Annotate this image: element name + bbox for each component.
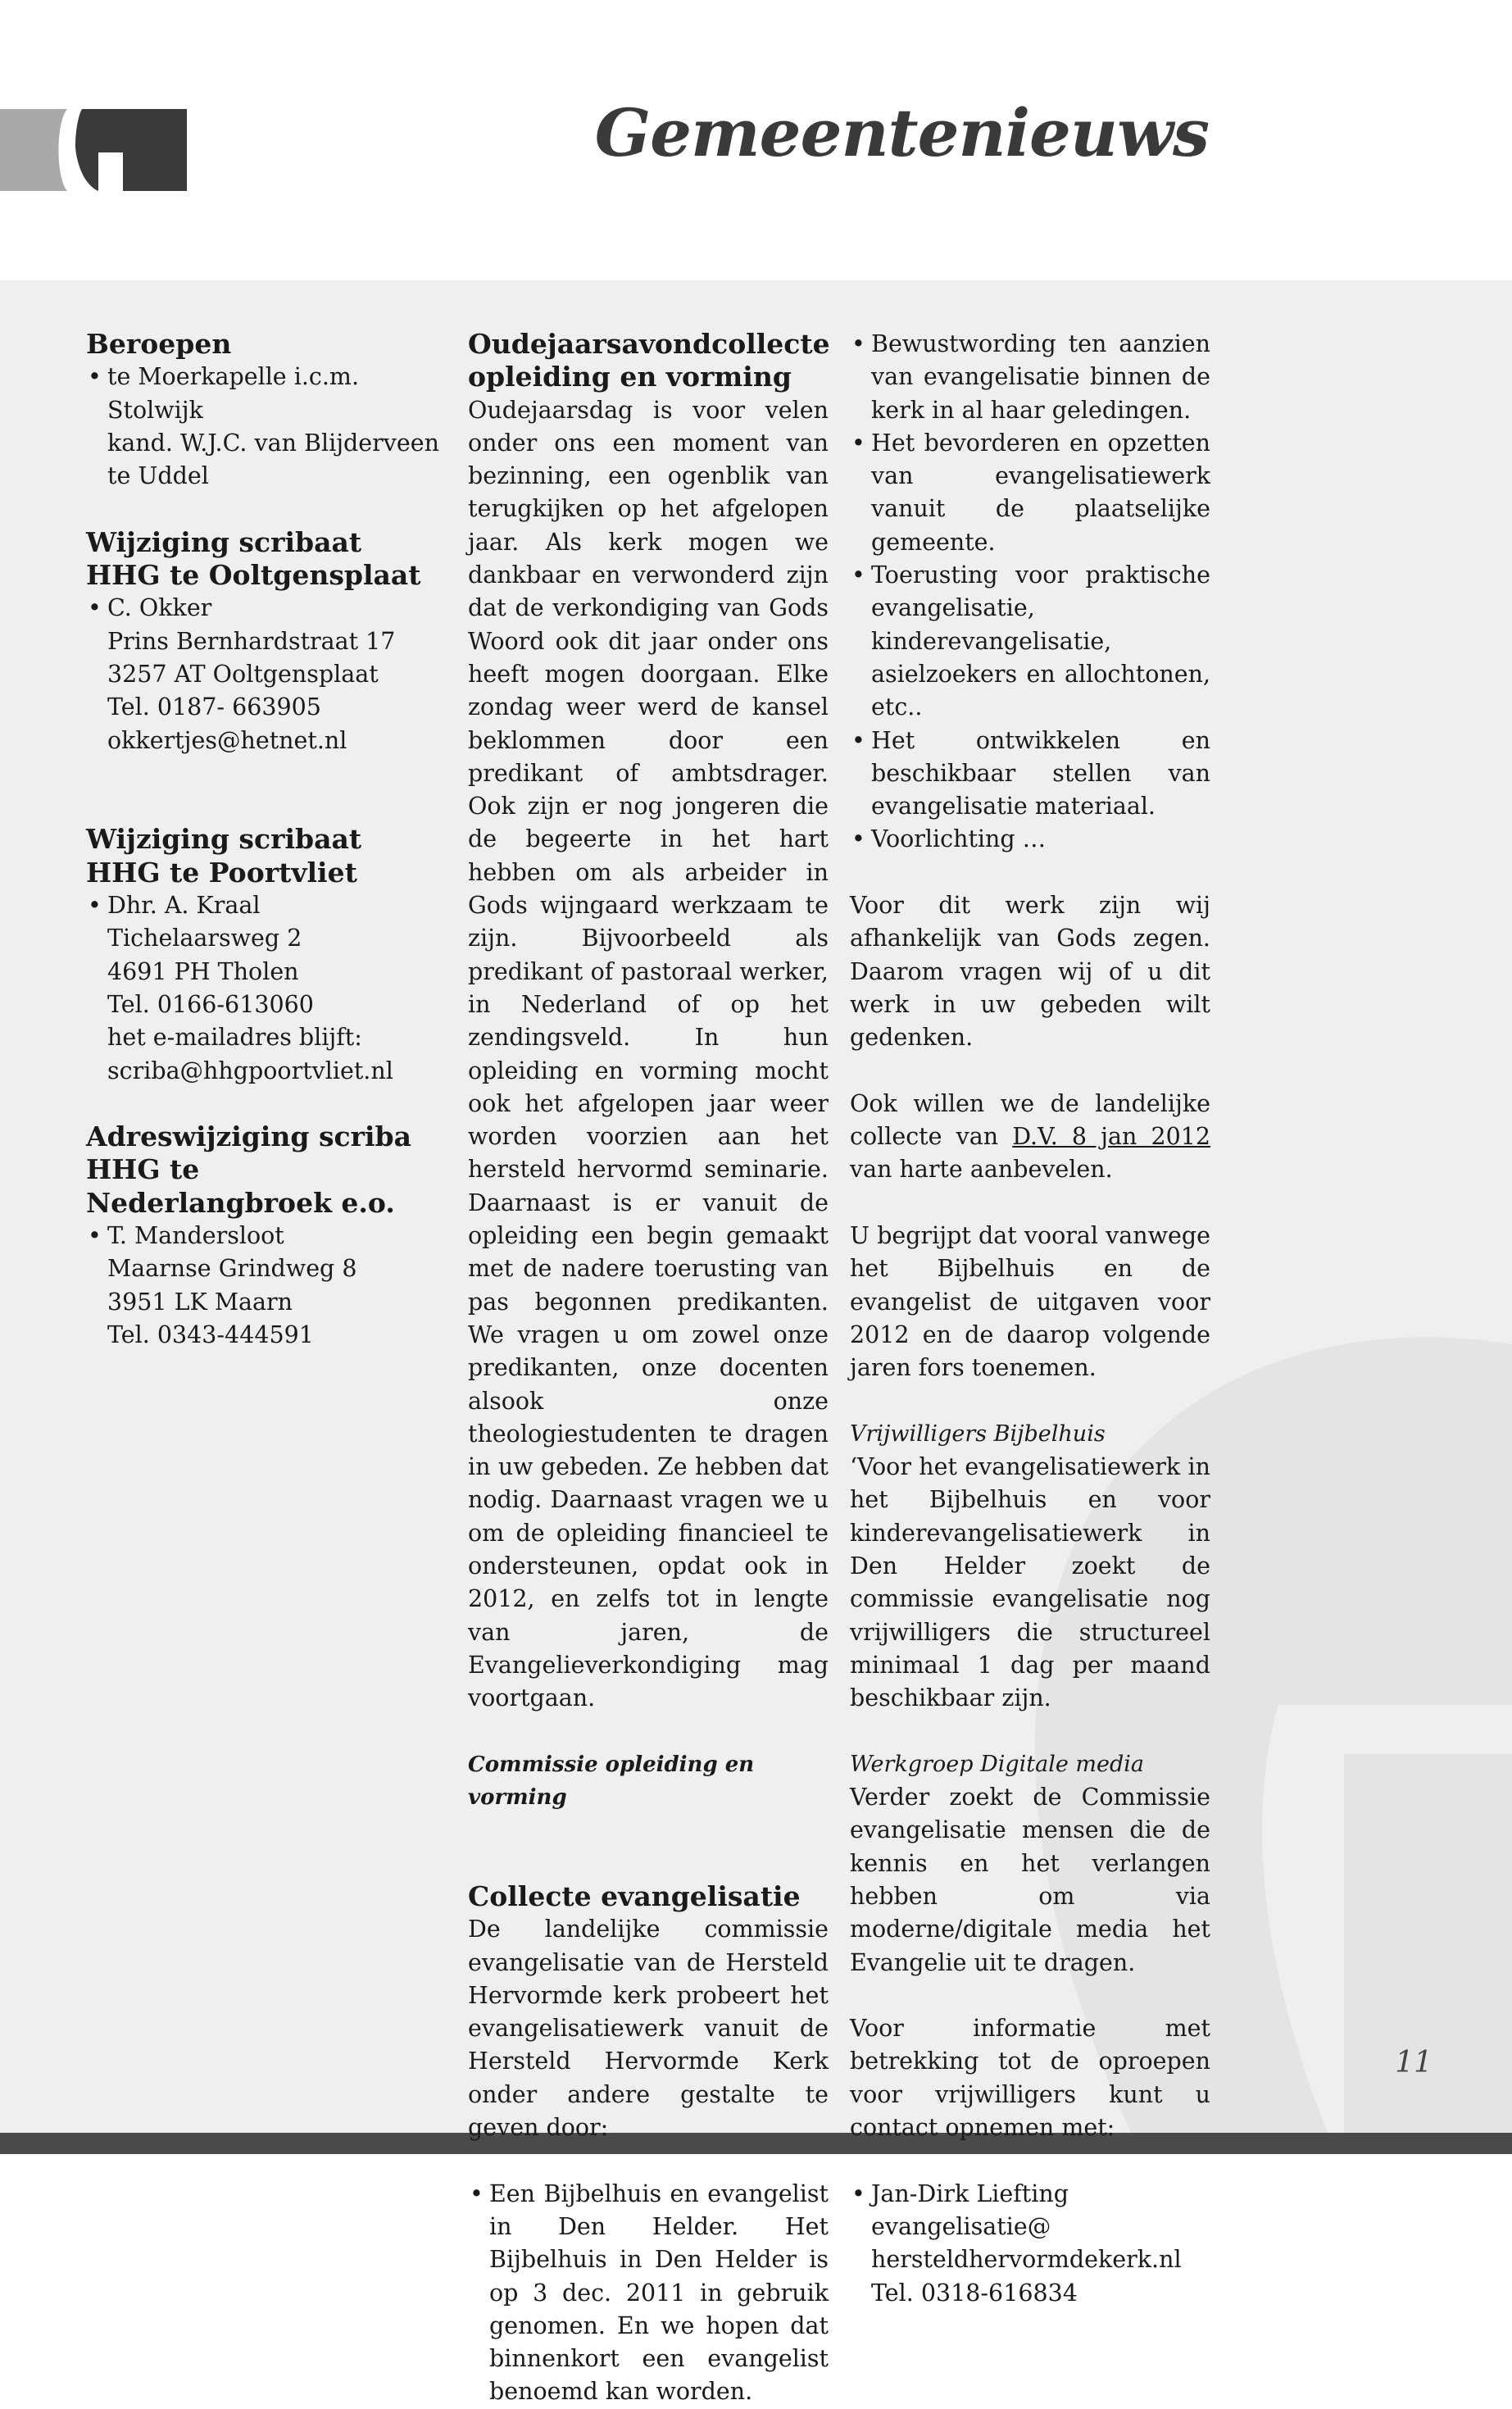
page-header [0, 0, 1512, 280]
vrijwilligers-text: ‘Voor het evangelisatiewerk in het Bijbelhuis en voor kinderevangelisatiewerk in Den Helder zoekt de commissie evangelisatie nog vrijwilligers die structureel minimaal 1 dag per maand beschikbaar zijn. [850, 1453, 1210, 1712]
heading-ooltgensplaat-1: Wijziging scribaat [86, 525, 362, 558]
list-item: • Dhr. A. Kraal Tichelaarsweg 2 4691 PH Tholen Tel. 0166-613060 het e-mailadres blijft: scriba@hhgpoortvliet.nl [86, 889, 447, 1088]
email-link[interactable]: okkertjes@hetnet.nl [107, 726, 347, 754]
page-number: 11 [1395, 2046, 1433, 2079]
email-link[interactable]: hersteldhervormdekerk.nl [871, 2246, 1182, 2274]
page-title: Gemeentenieuws [594, 94, 1209, 171]
heading-beroepen: Beroepen [86, 328, 232, 360]
section-oudejaars [468, 328, 829, 1814]
paragraph-collecte: Ook willen we de landelijke collecte van D.V. 8 jan 2012 van harte aanbevelen. [850, 1089, 1210, 1184]
hhk-logo-icon [0, 105, 188, 195]
digitale-media-text: Verder zoekt de Commissie evangelisatie mensen die de kennis en het verlangen hebben om via moderne/digitale media het Evangelie uit te dragen. [850, 1784, 1210, 1976]
list-item: • C. Okker Prins Bernhardstraat 17 3257 AT Ooltgensplaat Tel. 0187- 663905 okkertjes@hetnet.nl [86, 592, 447, 757]
list-item: • Toerusting voor praktische evangelisatie, kinderevangelisatie, asielzoekers en allochtonen, etc.. [850, 559, 1210, 724]
oudejaars-text: Oudejaarsdag is voor velen onder ons een moment van bezinning, een ogenblik van terugkijken op het afgelopen jaar. Als kerk mogen we dankbaar en verwonderd zijn dat de verkondiging van Gods Woord ook dit jaar onder ons heeft mogen doorgaan. Elke zondag weer werd de kansel beklommen door een predikant of ambtsdrager. Ook zijn er nog jongeren die de begeerte in het hart hebben om als arbeider in Gods wijngaard werkzaam te zijn. Bijvoorbeeld als predikant of pastoraal werker, in Nederland of op het zendingsveld. In hun opleiding en vorming mocht ook het afgelopen jaar weer worden voorzien aan het hersteld hervormd seminarie. Daarnaast is er vanuit de opleiding een begin gemaakt met de nadere toerusting van pas begonnen predikanten. We vragen u om zowel onze predikanten, onze docenten alsook onze theologiestudenten te dragen in uw gebeden. Ze hebben dat nodig. Daarnaast vragen we u om de opleiding financieel te ondersteunen, opdat ook in 2012, en zelfs tot in lengte van jaren, de Evangelieverkondiging mag voortgaan. [468, 396, 829, 1712]
heading-evangelisatie: Collecte evangelisatie [468, 1879, 801, 1912]
heading-oudejaars-1: Oudejaarsavondcollecte [468, 328, 830, 360]
list-item: • Bewustwording ten aanzien van evangelisatie binnen de kerk in al haar geledingen. [850, 328, 1210, 427]
list-item: • Jan-Dirk Liefting evangelisatie@ hersteldhervormdekerk.nl Tel. 0318-616834 [850, 2178, 1210, 2310]
section-nederlangbroek [86, 1120, 447, 1352]
column-3 [850, 328, 1210, 2310]
list-item: • Het bevorderen en opzetten van evangelisatiewerk vanuit de plaatselijke gemeente. [850, 427, 1210, 559]
column-2 [468, 328, 829, 2409]
section-beroepen [86, 328, 447, 493]
column-1 [86, 328, 447, 1352]
email-link[interactable]: scriba@hhgpoortvliet.nl [107, 1057, 393, 1084]
heading-digitale-media: Werkgroep Digitale media [850, 1751, 1145, 1777]
heading-poortvliet-1: Wijziging scribaat [86, 823, 362, 856]
section-poortvliet [86, 823, 447, 1087]
list-item: • T. Mandersloot Maarnse Grindweg 8 3951 LK Maarn Tel. 0343-444591 [86, 1220, 447, 1352]
heading-oudejaars-2: opleiding en vorming [468, 361, 792, 393]
paragraph-uitgaven: U begrijpt dat vooral vanwege het Bijbelhuis en de evangelist de uitgaven voor 2012 en de daarop volgende jaren fors toenemen. [850, 1222, 1210, 1382]
list-item: • te Moerkapelle i.c.m. Stolwijk kand. W.J.C. van Blijderveen te Uddel [86, 361, 447, 493]
evangelisatie-text: De landelijke commissie evangelisatie van de Hersteld Hervormde kerk probeert het evangelisatiewerk vanuit de Hersteld Hervormde Kerk onder andere gestalte te geven door: [468, 1916, 829, 2142]
heading-poortvliet-2: HHG te Poortvliet [86, 856, 357, 889]
heading-vrijwilligers: Vrijwilligers Bijbelhuis [850, 1420, 1106, 1447]
list-item: • Een Bijbelhuis en evangelist in Den Helder. Het Bijbelhuis in Den Helder is op 3 dec. 2011 in gebruik genomen. En we hopen dat binnenkort een evangelist benoemd kan worden. [468, 2178, 829, 2409]
signature: Commissie opleiding en vorming [468, 1752, 755, 1811]
heading-nederlangbroek-1: Adreswijziging scriba [86, 1120, 412, 1153]
paragraph-zegen: Voor dit werk zijn wij afhankelijk van Gods zegen. Daarom vragen wij of u dit werk in uw gebeden wilt gedenken. [850, 892, 1210, 1052]
section-evangelisatie [468, 1880, 829, 2409]
info-text: Voor informatie met betrekking tot de oproepen voor vrijwilligers kunt u contact opnemen met: [850, 2015, 1210, 2142]
section-ooltgensplaat [86, 526, 447, 757]
list-item: • Voorlichting … [850, 823, 1210, 856]
collecte-date-link[interactable]: D.V. 8 jan 2012 [1012, 1123, 1210, 1151]
heading-nederlangbroek-2: HHG te Nederlangbroek e.o. [86, 1153, 395, 1219]
email-link[interactable]: evangelisatie@ [871, 2212, 1051, 2240]
list-item: • Het ontwikkelen en beschikbaar stellen van evangelisatie materiaal. [850, 725, 1210, 824]
heading-ooltgensplaat-2: HHG te Ooltgensplaat [86, 559, 421, 592]
